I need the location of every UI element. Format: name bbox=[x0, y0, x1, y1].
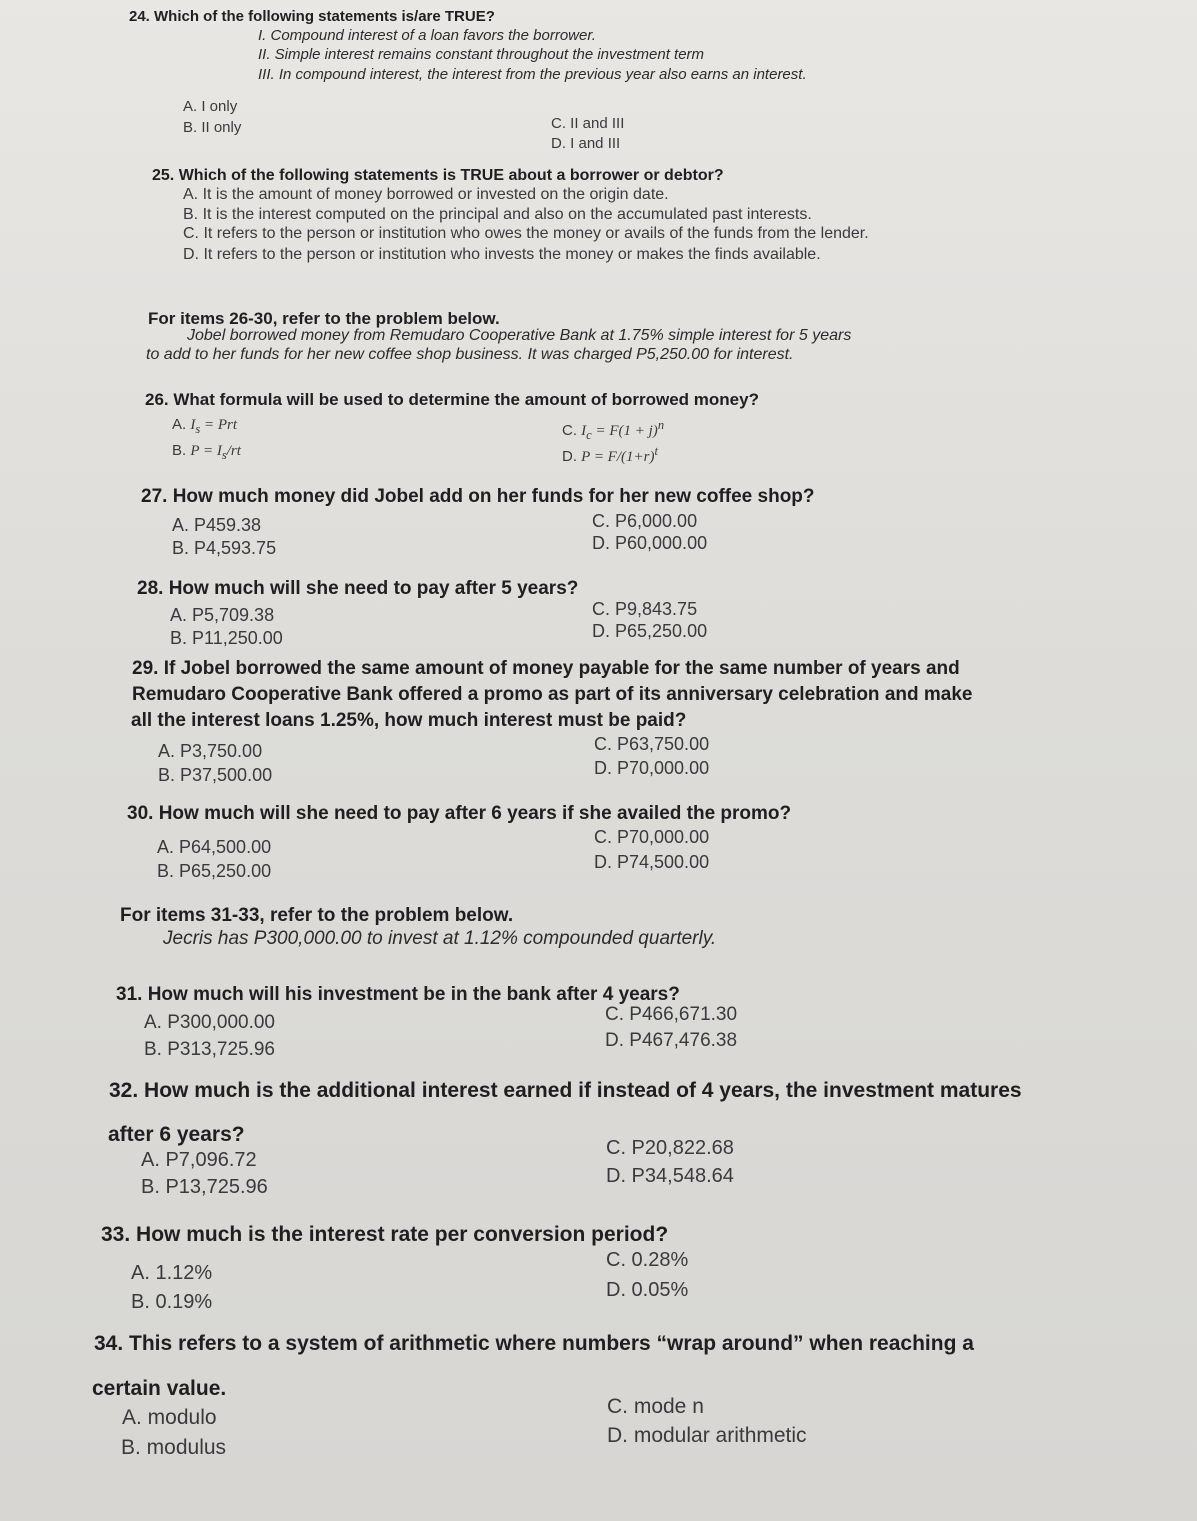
option-b: B. modulus bbox=[121, 1436, 227, 1459]
option-c: C. $I_c = F(1 + j)^n$ bbox=[562, 418, 665, 442]
option-d: D. P34,548.64 bbox=[606, 1165, 734, 1187]
option-b: B. P13,725.96 bbox=[141, 1176, 268, 1198]
option-d: D. I and III bbox=[551, 135, 621, 152]
problem-header: For items 26-30, refer to the problem below. bbox=[148, 309, 500, 328]
option-c: C. mode n bbox=[607, 1395, 704, 1418]
option-b: B. P11,250.00 bbox=[170, 628, 283, 648]
option-c: C. P70,000.00 bbox=[594, 827, 710, 847]
question-27: 27. How much money did Jobel add on her funds for her new coffee shop? bbox=[141, 486, 815, 507]
option-a: A. P7,096.72 bbox=[141, 1149, 257, 1171]
question-29: 29. If Jobel borrowed the same amount of money payable for the same number of years and bbox=[132, 658, 960, 679]
option-c: C. It refers to the person or institution who owes the money or avails of the funds from the lender. bbox=[183, 225, 869, 242]
option-d: D. 0.05% bbox=[606, 1279, 689, 1301]
option-d: D. P467,476.38 bbox=[605, 1030, 738, 1051]
option-b: B. P313,725.96 bbox=[144, 1039, 275, 1060]
option-b: B. $P = I_s/rt$ bbox=[172, 442, 241, 462]
question-29: Remudaro Cooperative Bank offered a promo as part of its anniversary celebration and make bbox=[132, 684, 973, 705]
option-a: A. modulo bbox=[122, 1406, 217, 1429]
option-a: A. I only bbox=[183, 98, 238, 115]
option-b: B. 0.19% bbox=[131, 1291, 213, 1313]
option-b: B. P37,500.00 bbox=[158, 765, 273, 785]
option-c: C. P9,843.75 bbox=[592, 599, 698, 619]
option-c: C. P466,671.30 bbox=[605, 1004, 738, 1025]
option-c: C. II and III bbox=[551, 115, 625, 132]
option-d: D. P70,000.00 bbox=[594, 758, 710, 778]
option-c: C. P6,000.00 bbox=[592, 511, 698, 531]
option-d: D. P65,250.00 bbox=[592, 621, 708, 641]
question-34: 34. This refers to a system of arithmetic where numbers “wrap around” when reaching a bbox=[94, 1332, 974, 1355]
option-a: A. 1.12% bbox=[131, 1262, 213, 1284]
statement-i: I. Compound interest of a loan favors the borrower. bbox=[258, 27, 596, 44]
option-b: B. P65,250.00 bbox=[157, 861, 272, 881]
option-a: A. P5,709.38 bbox=[170, 605, 275, 625]
statement-iii: III. In compound interest, the interest from the previous year also earns an interest. bbox=[258, 66, 807, 83]
question-26: 26. What formula will be used to determine the amount of borrowed money? bbox=[145, 390, 759, 409]
statement-ii: II. Simple interest remains constant throughout the investment term bbox=[258, 46, 705, 63]
option-a: A. P300,000.00 bbox=[144, 1012, 275, 1033]
problem-header: For items 31-33, refer to the problem below. bbox=[120, 905, 514, 926]
option-c: C. P63,750.00 bbox=[594, 734, 710, 754]
question-30: 30. How much will she need to pay after 6 years if she availed the promo? bbox=[127, 803, 792, 824]
option-b: B. It is the interest computed on the principal and also on the accumulated past interests. bbox=[183, 206, 812, 223]
option-d: D. It refers to the person or institution who invests the money or makes the finds available. bbox=[183, 246, 821, 263]
option-d: D. P74,500.00 bbox=[594, 852, 710, 872]
problem-text: to add to her funds for her new coffee shop business. It was charged P5,250.00 for interest. bbox=[146, 346, 794, 363]
question-32: 32. How much is the additional interest earned if instead of 4 years, the investment matures bbox=[109, 1079, 1022, 1102]
question-33: 33. How much is the interest rate per conversion period? bbox=[101, 1223, 669, 1246]
question-32: after 6 years? bbox=[108, 1123, 245, 1146]
option-d: D. P60,000.00 bbox=[592, 533, 708, 553]
option-d: D. modular arithmetic bbox=[607, 1424, 807, 1447]
option-a: A. P64,500.00 bbox=[157, 837, 272, 857]
option-a: A. P459.38 bbox=[172, 515, 262, 535]
option-d: D. $P = F/(1+r)^t$ bbox=[562, 444, 658, 465]
option-b: B. II only bbox=[183, 119, 242, 136]
option-c: C. P20,822.68 bbox=[606, 1137, 734, 1159]
option-a: A. P3,750.00 bbox=[158, 741, 263, 761]
option-c: C. 0.28% bbox=[606, 1249, 689, 1271]
option-b: B. P4,593.75 bbox=[172, 538, 277, 558]
question-31: 31. How much will his investment be in the bank after 4 years? bbox=[116, 984, 680, 1005]
question-28: 28. How much will she need to pay after 5 years? bbox=[137, 578, 579, 599]
option-a: A. It is the amount of money borrowed or invested on the origin date. bbox=[183, 186, 669, 203]
question-29: all the interest loans 1.25%, how much interest must be paid? bbox=[131, 710, 687, 731]
question-25: 25. Which of the following statements is TRUE about a borrower or debtor? bbox=[152, 167, 724, 184]
question-24: 24. Which of the following statements is/are TRUE? bbox=[129, 8, 495, 25]
option-a: A. $I_s$ = Prt bbox=[172, 416, 238, 436]
problem-text: Jecris has P300,000.00 to invest at 1.12% compounded quarterly. bbox=[163, 928, 717, 949]
question-34: certain value. bbox=[92, 1377, 227, 1400]
problem-text: Jobel borrowed money from Remudaro Cooperative Bank at 1.75% simple interest for 5 years bbox=[187, 327, 852, 344]
